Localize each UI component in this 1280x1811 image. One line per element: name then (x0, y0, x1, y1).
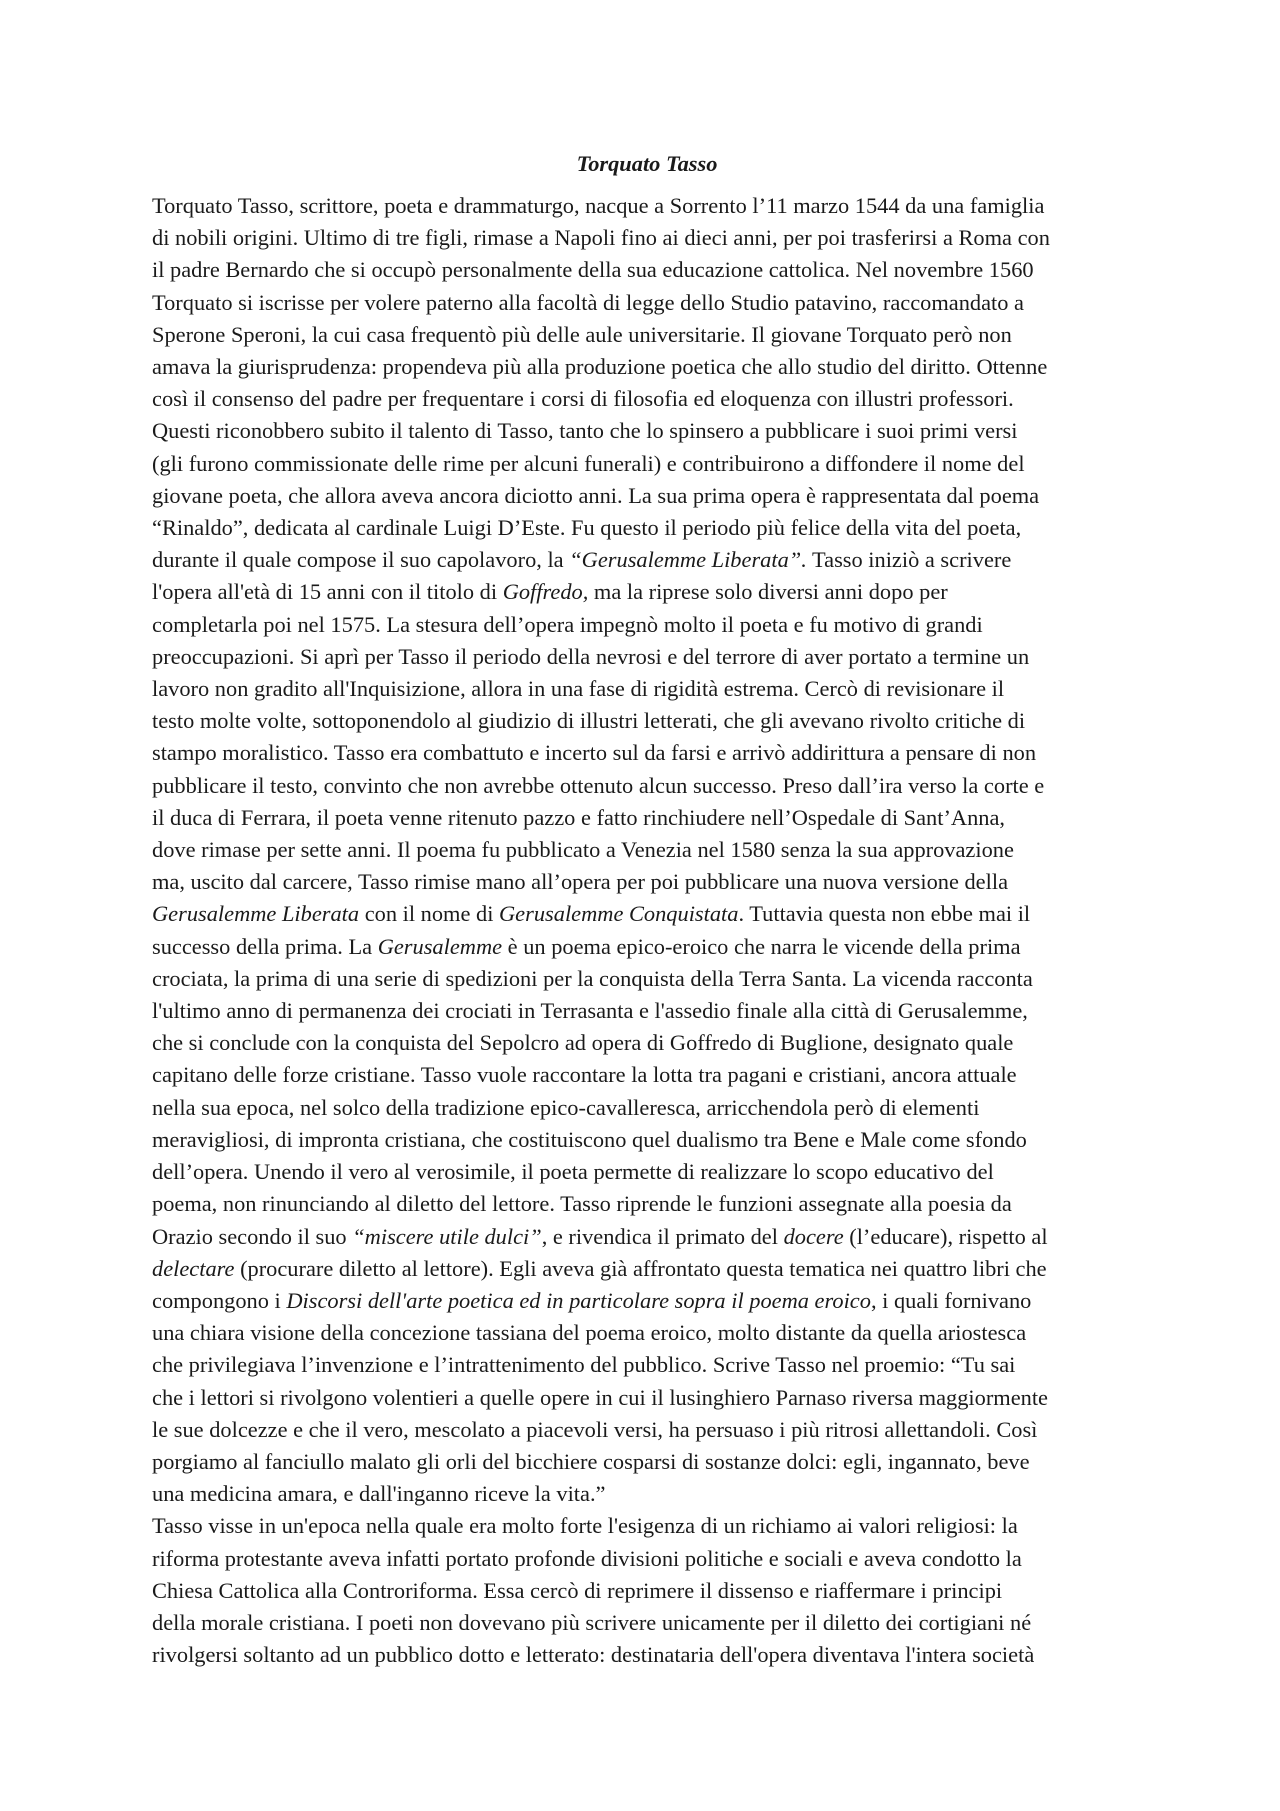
italic-text-run: docere (783, 1223, 844, 1249)
text-run: riforma protestante aveva infatti portato profonde divisioni politiche e sociali e aveva condotto la (152, 1545, 1022, 1571)
italic-text-run: “miscere utile dulci” (352, 1223, 542, 1249)
text-line (152, 1349, 1142, 1381)
text-line (152, 1414, 1142, 1446)
text-line (152, 480, 1142, 512)
text-line (152, 190, 1142, 222)
text-run: è un poema epico-eroico che narra le vicende della prima (502, 933, 1021, 959)
text-run: Tasso visse in un'epoca nella quale era molto forte l'esigenza di un richiamo ai valori religiosi: la (152, 1513, 1018, 1539)
text-run: l'ultimo anno di permanenza dei crociati in Terrasanta e l'assedio finale alla città di Gerusalemme, (152, 998, 1028, 1024)
text-run: della morale cristiana. I poeti non dovevano più scrivere unicamente per il diletto dei cortigiani né (152, 1609, 1032, 1635)
text-run: pubblicare il testo, convinto che non avrebbe ottenuto alcun successo. Preso dall’ira verso la corte e (152, 772, 1045, 798)
text-run: con il nome di (359, 901, 500, 927)
text-run: stampo moralistico. Tasso era combattuto e incerto sul da farsi e arrivò addirittura a pensare di non (152, 740, 1037, 766)
text-run: rivolgersi soltanto ad un pubblico dotto e letterato: destinataria dell'opera diventava l'intera società (152, 1642, 1035, 1668)
text-line (152, 834, 1142, 866)
text-run: così il consenso del padre per frequentare i corsi di filosofia ed eloquenza con illustri professori. (152, 386, 1014, 412)
text-run: che i lettori si rivolgono volentieri a quelle opere in cui il lusinghiero Parnaso riversa maggiormente (152, 1384, 1048, 1410)
text-line (152, 931, 1142, 963)
text-line (152, 609, 1142, 641)
text-line (152, 1156, 1142, 1188)
italic-text-run: Gerusalemme Conquistata (499, 901, 739, 927)
text-run: Chiesa Cattolica alla Controriforma. Essa cercò di reprimere il dissenso e riaffermare i principi (152, 1577, 1003, 1603)
italic-text-run: delectare (152, 1255, 235, 1281)
text-line (152, 1092, 1142, 1124)
text-line (152, 254, 1142, 286)
italic-text-run: Gerusalemme (377, 933, 503, 959)
text-line (152, 641, 1142, 673)
text-line (152, 319, 1142, 351)
text-run: (procurare diletto al lettore). Egli aveva già affrontato questa tematica nei quattro libri che (234, 1255, 1047, 1281)
text-line (152, 1253, 1142, 1285)
text-run: amava la giurisprudenza: propendeva più alla produzione poetica che allo studio del diritto. Ottenne (152, 354, 1048, 380)
text-run: , i quali fornivano (870, 1287, 1032, 1313)
text-line (152, 705, 1142, 737)
text-line (152, 1510, 1142, 1542)
text-run: testo molte volte, sottoponendolo al giudizio di illustri letterati, che gli avevano rivolto critiche di (152, 708, 1026, 734)
text-line (152, 1478, 1142, 1510)
text-line (152, 383, 1142, 415)
text-line (152, 351, 1142, 383)
text-run: giovane poeta, che allora aveva ancora diciotto anni. La sua prima opera è rappresentata dal poema (152, 482, 1040, 508)
text-line (152, 866, 1142, 898)
paragraph (152, 1510, 1142, 1671)
text-run: completarla poi nel 1575. La stesura dell’opera impegnò molto il poeta e fu motivo di grandi (152, 611, 983, 637)
text-run: (gli furono commissionate delle rime per alcuni funerali) e contribuirono a diffondere il nome del (152, 450, 1025, 476)
text-run: preoccupazioni. Si aprì per Tasso il periodo della nevrosi e del terrore di aver portato a termine un (152, 643, 1030, 669)
text-line (152, 415, 1142, 447)
italic-text-run: Discorsi dell'arte poetica ed in particolare sopra il poema eroico (286, 1287, 871, 1313)
text-line (152, 898, 1142, 930)
italic-text-run: Gerusalemme Liberata (152, 901, 360, 927)
text-line (152, 544, 1142, 576)
paragraph (152, 190, 1142, 1510)
text-run: . Tuttavia questa non ebbe mai il (738, 901, 1031, 927)
document-page (152, 148, 1142, 1671)
italic-text-run: “Gerusalemme Liberata”. (569, 547, 807, 573)
text-run: le sue dolcezze e che il vero, mescolato a piacevoli versi, ha persuaso i più ritrosi allettandoli. Così (152, 1416, 1038, 1442)
text-line (152, 222, 1142, 254)
text-run: capitano delle forze cristiane. Tasso vuole raccontare la lotta tra pagani e cristiani, ancora attuale (152, 1062, 1017, 1088)
text-run: , e rivendica il primato del (541, 1223, 784, 1249)
document-title: Torquato Tasso (576, 151, 718, 176)
text-run: ma la riprese solo diversi anni dopo per (588, 579, 948, 605)
text-run: una medicina amara, e dall'inganno riceve la vita.” (152, 1481, 606, 1507)
text-line (152, 1639, 1142, 1671)
text-run: “Rinaldo”, dedicata al cardinale Luigi D’Este. Fu questo il periodo più felice della vita del poeta, (152, 515, 1022, 541)
text-run: di nobili origini. Ultimo di tre figli, rimase a Napoli fino ai dieci anni, per poi trasferirsi a Roma con (152, 225, 1050, 251)
text-line (152, 576, 1142, 608)
text-run: crociata, la prima di una serie di spedizioni per la conquista della Terra Santa. La vicenda racconta (152, 965, 1033, 991)
text-run: compongono i (152, 1287, 287, 1313)
text-run: Torquato Tasso, scrittore, poeta e drammaturgo, nacque a Sorrento l’11 marzo 1544 da una famiglia (152, 193, 1045, 218)
text-run: una chiara visione della concezione tassiana del poema eroico, molto distante da quella ariostesca (152, 1320, 1027, 1346)
text-run: Torquato si iscrisse per volere paterno alla facoltà di legge dello Studio patavino, raccomandato a (152, 289, 1024, 315)
text-line (152, 963, 1142, 995)
text-run: che si conclude con la conquista del Sepolcro ad opera di Goffredo di Buglione, designato quale (152, 1030, 1014, 1056)
italic-text-run: Goffredo, (502, 579, 589, 605)
text-line (152, 673, 1142, 705)
text-run: lavoro non gradito all'Inquisizione, allora in una fase di rigidità estrema. Cercò di revisionare il (152, 676, 1005, 702)
text-line (152, 1059, 1142, 1091)
text-run: poema, non rinunciando al diletto del lettore. Tasso riprende le funzioni assegnate alla poesia da (152, 1191, 1012, 1217)
text-run: nella sua epoca, nel solco della tradizione epico-cavalleresca, arricchendola però di elementi (152, 1094, 980, 1120)
text-run: dove rimase per sette anni. Il poema fu pubblicato a Venezia nel 1580 senza la sua approvazione (152, 837, 1014, 863)
text-run: il padre Bernardo che si occupò personalmente della sua educazione cattolica. Nel novembre 1560 (152, 257, 1034, 283)
text-run: il duca di Ferrara, il poeta venne ritenuto pazzo e fatto rinchiudere nell’Ospedale di Sant’Anna, (152, 804, 1005, 830)
text-run: Sperone Speroni, la cui casa frequentò più delle aule universitarie. Il giovane Torquato però non (152, 321, 1012, 347)
text-line (152, 995, 1142, 1027)
text-line (152, 770, 1142, 802)
text-run: Orazio secondo il suo (152, 1223, 353, 1249)
document-body (152, 190, 1142, 1671)
text-line (152, 1446, 1142, 1478)
text-run: ma, uscito dal carcere, Tasso rimise mano all’opera per poi pubblicare una nuova versione della (152, 869, 1009, 895)
text-line (152, 448, 1142, 480)
text-line (152, 512, 1142, 544)
text-line (152, 1543, 1142, 1575)
text-line (152, 802, 1142, 834)
text-line (152, 1382, 1142, 1414)
text-run: meravigliosi, di impronta cristiana, che costituiscono quel dualismo tra Bene e Male come sfondo (152, 1126, 1027, 1152)
text-line (152, 1027, 1142, 1059)
text-run: Tasso iniziò a scrivere (806, 547, 1012, 573)
text-line (152, 1188, 1142, 1220)
text-run: durante il quale compose il suo capolavoro, la (152, 547, 570, 573)
text-run: l'opera all'età di 15 anni con il titolo di (152, 579, 503, 605)
text-run: successo della prima. La (152, 933, 378, 959)
text-line (152, 1221, 1142, 1253)
text-line (152, 1607, 1142, 1639)
text-run: porgiamo al fanciullo malato gli orli del bicchiere cosparsi di sostanze dolci: egli, ingannato, beve (152, 1448, 1030, 1474)
text-run: Questi riconobbero subito il talento di Tasso, tanto che lo spinsero a pubblicare i suoi primi versi (152, 418, 1018, 444)
text-line (152, 1575, 1142, 1607)
text-line (152, 1124, 1142, 1156)
text-run: dell’opera. Unendo il vero al verosimile, il poeta permette di realizzare lo scopo educativo del (152, 1159, 994, 1185)
text-run: che privilegiava l’invenzione e l’intrattenimento del pubblico. Scrive Tasso nel proemio: “Tu sai (152, 1352, 1016, 1378)
text-line (152, 1317, 1142, 1349)
text-line (152, 737, 1142, 769)
text-line (152, 287, 1142, 319)
text-line (152, 1285, 1142, 1317)
text-run: (l’educare), rispetto al (843, 1223, 1048, 1249)
